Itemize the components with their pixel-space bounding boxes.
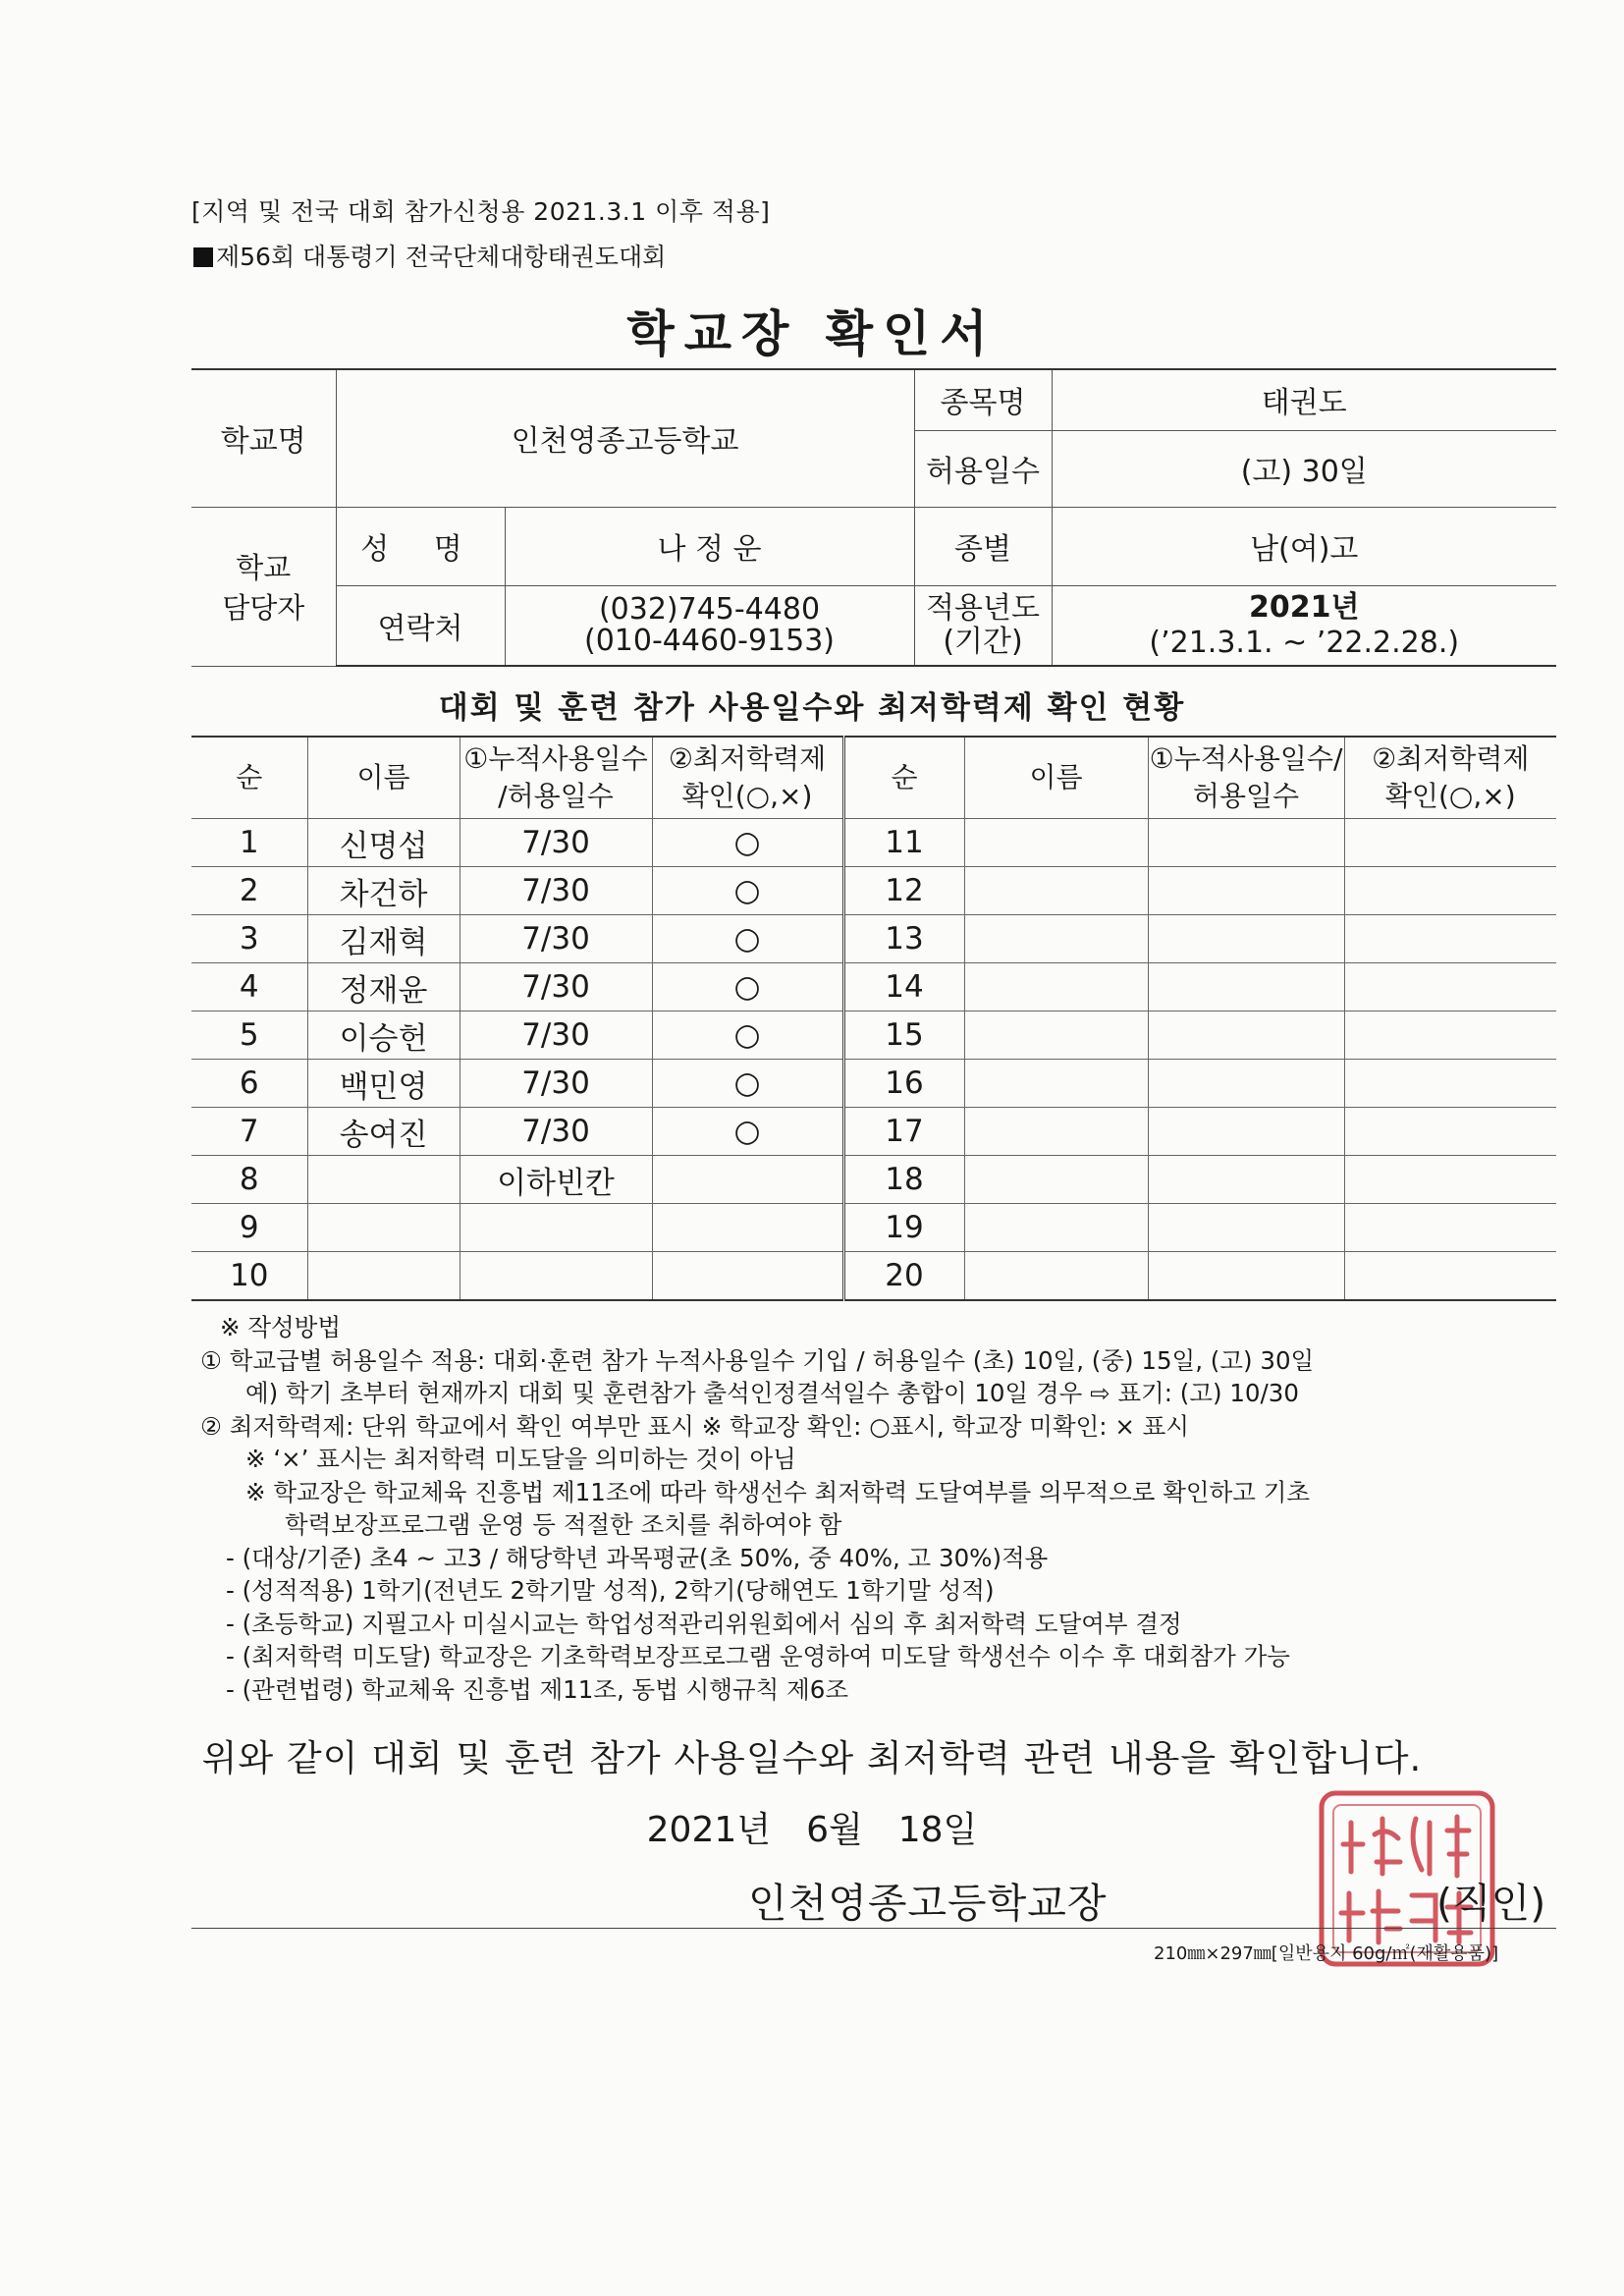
header-days-right: ①누적사용일수/ 허용일수 — [1148, 737, 1344, 819]
detail-4: - (최저학력 미도달) 학교장은 기초학력보장프로그램 운영하여 미도달 학생선수 이수 후 대회참가 가능 — [226, 1642, 1290, 1670]
contact-value: (032)745-4480 (010-4460-9153) — [505, 585, 914, 666]
note-4b: 학력보장프로그램 운영 등 적절한 조치를 취하여야 함 — [285, 1510, 842, 1539]
header-check-right: ②최저학력제 확인(○,×) — [1344, 737, 1556, 819]
header-check: ②최저학력제 확인(○,×) — [652, 737, 843, 819]
bottom-divider — [191, 1928, 1556, 1929]
note-3: ※ ‘×’ 표시는 최저학력 미도달을 의미하는 것이 아님 — [245, 1445, 796, 1473]
table-row: 9 19 — [191, 1204, 1556, 1252]
type-value: 남(여)고 — [1052, 507, 1556, 585]
manager-label: 학교 담당자 — [191, 507, 336, 666]
header-no: 순 — [191, 737, 307, 819]
header-no-right: 순 — [843, 737, 964, 819]
form-usage-label: [지역 및 전국 대회 참가신청용 2021.3.1 이후 적용] — [191, 197, 771, 226]
principal-name: 인천영종고등학교장 — [748, 1880, 1108, 1927]
table-row: 2 차건하 7/30 ○ 12 — [191, 867, 1556, 915]
school-info-table — [191, 368, 1556, 667]
instructions — [200, 1311, 1561, 1706]
section-title: 대회 및 훈련 참가 사용일수와 최저학력제 확인 현황 — [438, 690, 1186, 726]
header-days: ①누적사용일수 /허용일수 — [460, 737, 652, 819]
table-header-row — [191, 737, 1556, 819]
note-1a: ① 학교급별 허용일수 적용: 대회·훈련 참가 누적사용일수 기입 / 허용일수 (초) 10일, (중) 15일, (고) 30일 — [200, 1345, 1315, 1375]
notes-heading: ※ 작성방법 — [220, 1313, 341, 1341]
allowed-days-label: 허용일수 — [914, 430, 1052, 507]
table-row: 5 이승헌 7/30 ○ 15 — [191, 1011, 1556, 1060]
issue-date: 2021년 6월 18일 — [646, 1810, 978, 1850]
table-row: 8 이하빈칸 18 — [191, 1156, 1556, 1204]
note-4a: ※ 학교장은 학교체육 진흥법 제11조에 따라 학생선수 최저학력 도달여부를 의무적으로 확인하고 기초 — [245, 1477, 1311, 1506]
table-row: 6 백민영 7/30 ○ 16 — [191, 1060, 1556, 1108]
school-name: 인천영종고등학교 — [336, 369, 914, 507]
school-name-label: 학교명 — [191, 369, 336, 507]
header-name: 이름 — [307, 737, 460, 819]
header-name-right: 이름 — [964, 737, 1148, 819]
type-label: 종별 — [914, 507, 1052, 585]
note-1b: 예) 학기 초부터 현재까지 대회 및 훈련참가 출석인정결석일수 총합이 10일 경우 ⇨ 표기: (고) 10/30 — [245, 1379, 1299, 1407]
status-table — [191, 736, 1556, 1301]
year-label: 적용년도 (기간) — [914, 585, 1052, 666]
detail-2: - (성적적용) 1학기(전년도 2학기말 성적), 2학기(당해연도 1학기말 성적) — [226, 1576, 995, 1605]
name-label: 성 명 — [336, 507, 505, 585]
table-row: 7 송여진 7/30 ○ 17 — [191, 1108, 1556, 1156]
year-value: 2021년 (’21.3.1. ~ ’22.2.28.) — [1052, 585, 1556, 666]
table-row: 1 신명섭 7/30 ○ 11 — [191, 819, 1556, 867]
allowed-days-value: (고) 30일 — [1052, 430, 1556, 507]
detail-1: - (대상/기준) 초4 ~ 고3 / 해당학년 과목평균(초 50%, 중 40%, 고 30%)적용 — [226, 1543, 1049, 1572]
manager-name: 나 정 운 — [505, 507, 914, 585]
document-title: 학교장 확인서 — [626, 305, 998, 362]
sport-value: 태권도 — [1052, 369, 1556, 430]
square-bullet-icon — [193, 247, 213, 267]
table-row: 4 정재윤 7/30 ○ 14 — [191, 963, 1556, 1011]
contact-label: 연락처 — [336, 585, 505, 666]
detail-3: - (초등학교) 지필고사 미실시교는 학업성적관리위원회에서 심의 후 최저학력 도달여부 결정 — [226, 1609, 1182, 1638]
table-row: 3 김재혁 7/30 ○ 13 — [191, 915, 1556, 963]
paper-spec: 210㎜×297㎜[일반용지 60g/㎡(재활용품)] — [1154, 1943, 1499, 1964]
sport-label: 종목명 — [914, 369, 1052, 430]
table-row: 10 20 — [191, 1252, 1556, 1301]
event-name: 제56회 대통령기 전국단체대항태권도대회 — [193, 238, 666, 273]
seal-label: (직인) — [1436, 1880, 1546, 1927]
note-2: ② 최저학력제: 단위 학교에서 확인 여부만 표시 ※ 학교장 확인: ○표시, 학교장 미확인: × 표시 — [200, 1411, 1189, 1441]
confirmation-statement: 위와 같이 대회 및 훈련 참가 사용일수와 최저학력 관련 내용을 확인합니다. — [201, 1737, 1423, 1779]
detail-5: - (관련법령) 학교체육 진흥법 제11조, 동법 시행규칙 제6조 — [226, 1674, 849, 1704]
blank-below-note: 이하빈칸 — [460, 1156, 652, 1204]
